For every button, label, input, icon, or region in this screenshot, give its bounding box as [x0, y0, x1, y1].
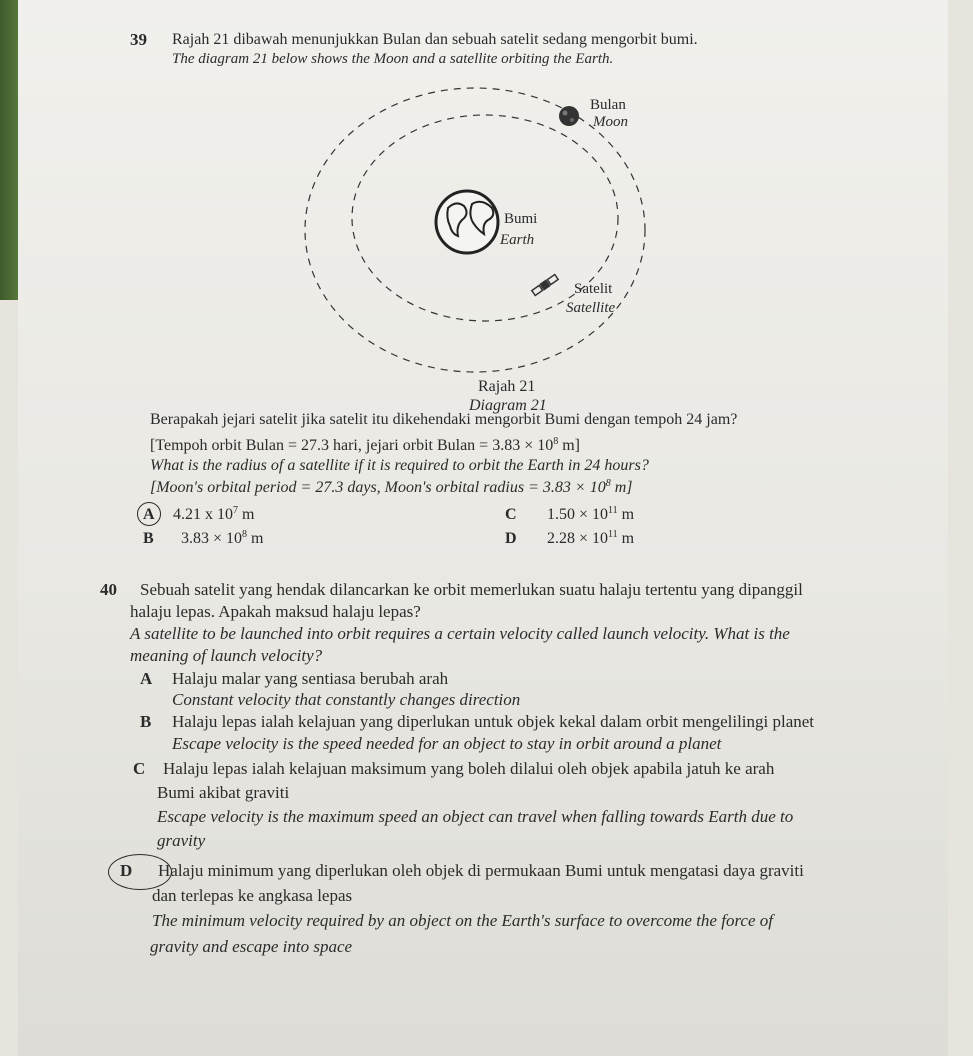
q39-intro-ms: Rajah 21 dibawah menunjukkan Bulan dan sebuah satelit sedang mengorbit bumi. [172, 31, 698, 48]
moon-label-en: Moon [593, 114, 628, 130]
q40-option-c-en-1[interactable]: Escape velocity is the maximum speed an object can travel when falling towards Earth due to [157, 807, 794, 826]
q39-question-ms: Berapakah jejari satelit jika satelit itu dikehendaki mengorbit Bumi dengan tempoh 24 jam? [150, 411, 738, 428]
q40-option-c-ms-1[interactable]: Halaju lepas ialah kelajuan maksimum yang boleh dilalui oleh objek apabila jatuh ke arah [163, 759, 775, 778]
q40-stem-ms-2: halaju lepas. Apakah maksud halaju lepas? [130, 602, 421, 621]
q39-option-b[interactable]: $3.83 \times 10^8$ m [181, 529, 264, 547]
satellite-label-en: Satellite [566, 300, 616, 316]
satellite-label-ms: Satelit [574, 281, 613, 297]
q39-question-en: What is the radius of a satellite if it is required to orbit the Earth in 24 hours? [150, 457, 649, 474]
q40-option-c-letter[interactable]: C [133, 759, 146, 778]
q40-number: 40 [100, 580, 117, 599]
q40-option-d-en-2[interactable]: gravity and escape into space [150, 937, 353, 956]
q39-option-c-letter[interactable]: C [505, 506, 517, 523]
q39-given-ms: [Tempoh orbit Bulan = 27.3 hari, jejari orbit Bulan = $3.83 \times 10^8$ m] [150, 436, 580, 454]
q40-option-c-ms-2[interactable]: Bumi akibat graviti [157, 783, 290, 802]
q40-option-b-en[interactable]: Escape velocity is the speed needed for an object to stay in orbit around a planet [172, 734, 722, 753]
q39-option-b-letter[interactable]: B [143, 530, 154, 547]
q40-option-a-letter[interactable]: A [140, 669, 153, 688]
earth-label-ms: Bumi [504, 211, 538, 227]
q39-intro-en: The diagram 21 below shows the Moon and a satellite orbiting the Earth. [172, 51, 614, 67]
q39-option-a-letter[interactable]: A [143, 506, 155, 523]
q40-stem-ms-1: Sebuah satelit yang hendak dilancarkan ke orbit memerlukan suatu halaju tertentu yang dipanggil [140, 580, 803, 599]
q40-stem-en-1: A satellite to be launched into orbit requires a certain velocity called launch velocity. What is the [130, 624, 790, 643]
q40-option-d-en-1[interactable]: The minimum velocity required by an object on the Earth's surface to overcome the force of [152, 911, 773, 930]
q39-option-c[interactable]: $1.50 \times 10^{11}$ m [547, 505, 635, 523]
q40-option-d-letter[interactable]: D [120, 861, 133, 880]
q39-number: 39 [130, 30, 147, 49]
q39-given-en: [Moon's orbital period = 27.3 days, Moon's orbital radius = $3.83 \times 10^8$ m] [150, 478, 633, 496]
q40-option-d-ms-2[interactable]: dan terlepas ke angkasa lepas [152, 886, 353, 905]
q40-option-a-ms[interactable]: Halaju malar yang sentiasa berubah arah [172, 669, 449, 688]
q40-stem-en-2: meaning of launch velocity? [130, 646, 323, 665]
q39-option-d[interactable]: $2.28 \times 10^{11}$ m [547, 529, 635, 547]
q39-option-d-letter[interactable]: D [505, 530, 517, 547]
diagram-caption-en: Diagram 21 [469, 397, 547, 414]
satellite-icon [531, 274, 559, 297]
q40-option-d-ms-1[interactable]: Halaju minimum yang diperlukan oleh objek di permukaan Bumi untuk mengatasi daya graviti [158, 861, 804, 880]
earth-label-en: Earth [500, 232, 535, 248]
q40-option-b-letter[interactable]: B [140, 712, 152, 731]
q40-option-b-ms[interactable]: Halaju lepas ialah kelajuan yang diperlukan untuk objek kekal dalam orbit mengelilingi planet [172, 712, 815, 731]
earth-icon [436, 191, 498, 253]
q39-option-a[interactable]: 4.21 x $10^7$ m [173, 505, 255, 523]
q40-option-c-en-2[interactable]: gravity [157, 831, 206, 850]
diagram-caption-ms: Rajah 21 [478, 378, 536, 395]
moon-icon [559, 106, 579, 126]
moon-label-ms: Bulan [590, 97, 626, 113]
q40-option-a-en[interactable]: Constant velocity that constantly changes direction [172, 690, 521, 709]
